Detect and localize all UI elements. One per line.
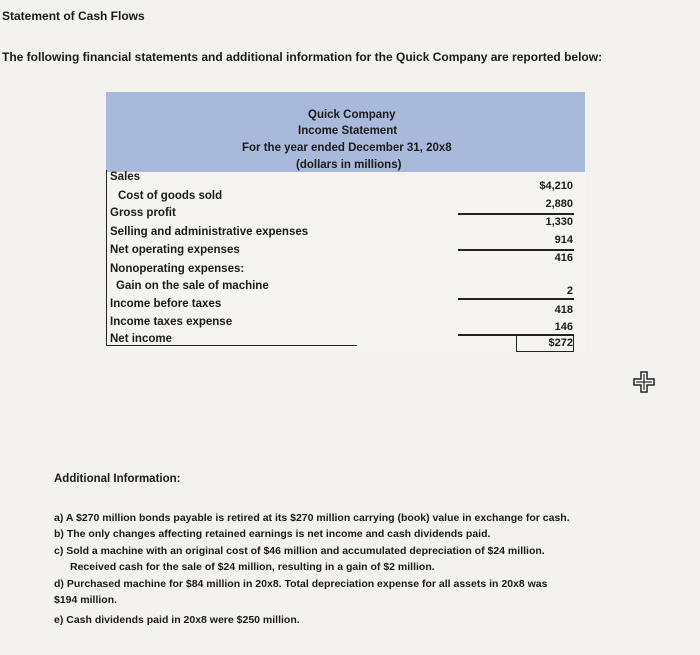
statement-period: For the year ended December 31, 20x8 [242,142,452,154]
row-label-net-income: Net income [110,333,172,345]
additional-item: a) A $270 million bonds payable is retired at its $270 million carrying (book) value in exchange for cash. [54,512,570,524]
rule-line [458,249,574,251]
row-value-income-taxes: 146 [554,321,573,333]
row-value-income-before-taxes: 418 [554,304,573,316]
row-label-gain: Gain on the sale of machine [116,280,269,292]
row-value-gross-profit: 1,330 [545,216,573,228]
row-value-gain: 2 [566,285,573,297]
intro-text: The following financial statements and additional information for the Quick Company are reported below: [2,50,603,64]
row-label-sales: Sales [110,171,141,183]
additional-item: b) The only changes affecting retained earnings is net income and cash dividends paid. [54,528,491,540]
rule-line [458,213,574,215]
additional-item: e) Cash dividends paid in 20x8 were $250 million. [54,614,300,626]
rule-line [458,298,574,300]
additional-item: $194 million. [54,594,118,606]
row-value-net-operating: 416 [554,252,573,264]
income-statement [106,92,585,352]
row-value-sga: 914 [554,234,573,246]
row-label-nonoperating: Nonoperating expenses: [110,263,245,275]
additional-info-title: Additional Information: [54,473,181,485]
page-title: Statement of Cash Flows [2,9,145,23]
additional-item: d) Purchased machine for $84 million in 20x8. Total depreciation expense for all assets in 20x8 was [54,578,548,590]
row-label-gross-profit: Gross profit [110,207,176,219]
statement-title: Income Statement [298,125,398,137]
row-value-net-income: $272 [548,337,573,349]
row-label-sga: Selling and administrative expenses [110,226,309,238]
statement-header [106,92,585,172]
company-name: Quick Company [308,109,396,121]
row-label-net-operating: Net operating expenses [110,244,240,256]
row-label-income-taxes: Income taxes expense [110,316,233,328]
crosshair-cursor-icon [633,371,655,393]
row-label-cogs: Cost of goods sold [118,190,223,202]
additional-item: Received cash for the sale of $24 million, resulting in a gain of $2 million. [70,561,435,573]
row-value-cogs: 2,880 [545,198,573,210]
additional-item: c) Sold a machine with an original cost of $46 million and accumulated depreciation of $24 million. [54,545,545,557]
row-value-sales: $4,210 [539,180,573,192]
statement-units: (dollars in millions) [296,159,402,171]
row-label-income-before-taxes: Income before taxes [110,298,222,310]
